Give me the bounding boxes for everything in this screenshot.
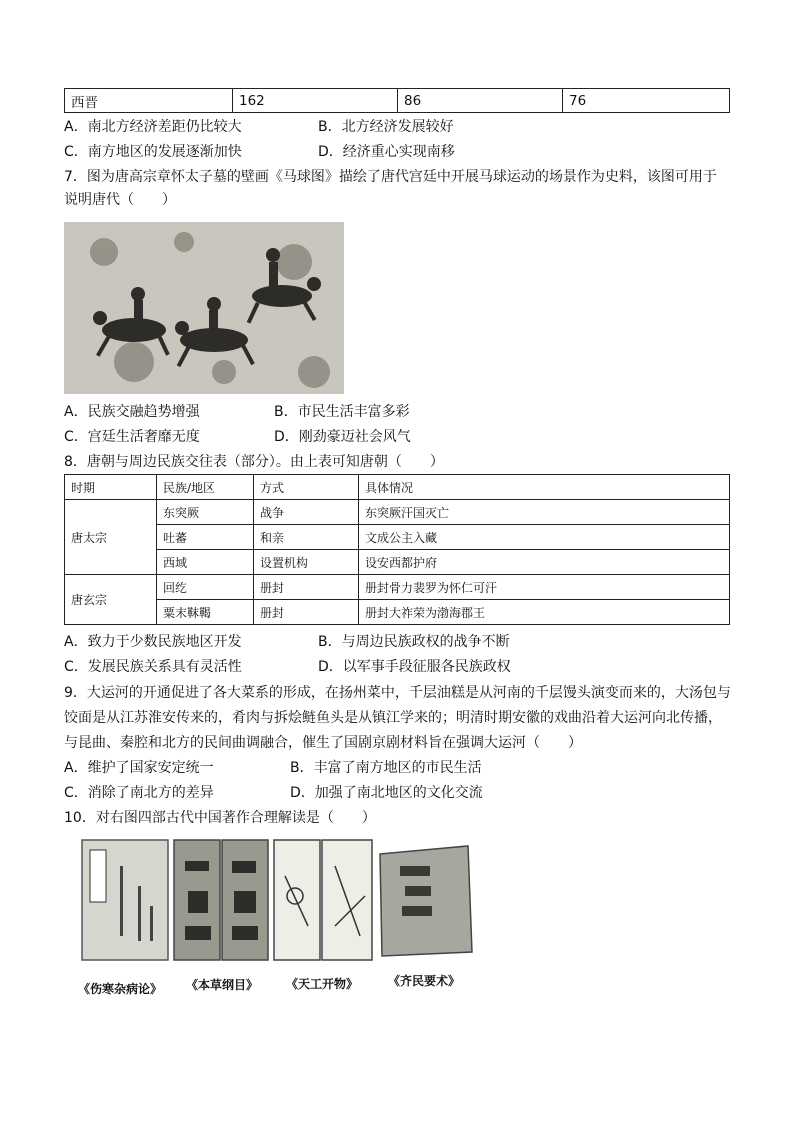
period-cell: 唐玄宗 — [65, 575, 157, 625]
caption-bencao: 《本草纲目》 — [186, 978, 259, 992]
table-cell: 西晋 — [65, 89, 233, 113]
table-cell: 76 — [563, 89, 730, 113]
table-row — [65, 575, 730, 600]
table-cell: 东突厥 — [157, 500, 254, 525]
period-cell: 唐太宗 — [65, 500, 157, 575]
table-header-cell: 具体情况 — [359, 475, 730, 500]
q9-option-d[interactable]: D．加强了南北地区的文化交流 — [290, 785, 483, 801]
table-cell: 册封大祚荣为渤海郡王 — [359, 600, 730, 625]
q7-option-c[interactable]: C．宫廷生活奢靡无度 — [64, 429, 200, 445]
q6-option-d[interactable]: D．经济重心实现南移 — [318, 144, 455, 160]
q8-stem: 8．唐朝与周边民族交往表（部分）。由上表可知唐朝（ ） — [64, 454, 444, 470]
q6-option-a[interactable]: A．南北方经济差距仍比较大 — [64, 119, 242, 135]
table-cell: 西域 — [157, 550, 254, 575]
table-cell: 册封 — [254, 575, 359, 600]
table-cell: 回纥 — [157, 575, 254, 600]
table-cell: 文成公主入藏 — [359, 525, 730, 550]
q9-stem-line2: 饺面是从江苏淮安传来的，肴肉与拆烩鲢鱼头是从镇江学来的；明清时期安徽的戏曲沿着大运河向北传播， — [64, 710, 722, 726]
q9-stem-line3: 与昆曲、秦腔和北方的民间曲调融合，催生了国剧京剧材料旨在强调大运河（ ） — [64, 735, 582, 751]
table-header-cell: 时期 — [65, 475, 157, 500]
table-cell: 和亲 — [254, 525, 359, 550]
caption-shanghan: 《伤寒杂病论》 — [78, 982, 163, 996]
q6-option-c[interactable]: C．南方地区的发展逐渐加快 — [64, 144, 242, 160]
q9-option-c[interactable]: C．消除了南北方的差异 — [64, 785, 214, 801]
q9-stem-line1: 9．大运河的开通促进了各大菜系的形成，在扬州菜中，千层油糕是从河南的千层馒头演变而来的，大汤包与 — [64, 685, 731, 701]
q6-data-table — [64, 88, 730, 113]
table-header-cell: 方式 — [254, 475, 359, 500]
q8-option-c[interactable]: C．发展民族关系具有灵活性 — [64, 659, 242, 675]
table-header-cell: 民族/地区 — [157, 475, 254, 500]
q8-relations-table — [64, 474, 730, 625]
caption-tiangong: 《天工开物》 — [286, 977, 359, 991]
table-cell: 粟末靺鞨 — [157, 600, 254, 625]
four-classics-image — [80, 836, 474, 962]
q8-option-d[interactable]: D．以军事手段征服各民族政权 — [318, 659, 511, 675]
table-row — [65, 525, 730, 550]
q7-option-a[interactable]: A．民族交融趋势增强 — [64, 404, 200, 420]
q10-stem: 10．对右图四部古代中国著作合理解读是（ ） — [64, 810, 376, 826]
table-row — [65, 600, 730, 625]
q8-option-b[interactable]: B．与周边民族政权的战争不断 — [318, 634, 510, 650]
q7-option-b[interactable]: B．市民生活丰富多彩 — [274, 404, 410, 420]
table-cell: 162 — [233, 89, 398, 113]
table-cell: 设置机构 — [254, 550, 359, 575]
table-header-row — [65, 475, 730, 500]
table-row — [65, 89, 730, 113]
q9-option-a[interactable]: A．维护了国家安定统一 — [64, 760, 214, 776]
q8-option-a[interactable]: A．致力于少数民族地区开发 — [64, 634, 242, 650]
caption-qimin: 《齐民要术》 — [388, 974, 461, 988]
table-cell: 设安西都护府 — [359, 550, 730, 575]
table-cell: 86 — [398, 89, 563, 113]
table-cell: 册封 — [254, 600, 359, 625]
q6-option-b[interactable]: B．北方经济发展较好 — [318, 119, 454, 135]
q7-stem-line2: 说明唐代（ ） — [64, 192, 176, 208]
table-row — [65, 550, 730, 575]
table-row — [65, 500, 730, 525]
q7-stem-line1: 7．图为唐高宗章怀太子墓的壁画《马球图》描绘了唐代宫廷中开展马球运动的场景作为史料，该图可用于 — [64, 169, 717, 185]
table-cell: 册封骨力裴罗为怀仁可汗 — [359, 575, 730, 600]
q7-option-d[interactable]: D．刚劲豪迈社会风气 — [274, 429, 411, 445]
table-cell: 东突厥汗国灭亡 — [359, 500, 730, 525]
polo-mural-image — [64, 222, 344, 394]
table-cell: 吐蕃 — [157, 525, 254, 550]
table-cell: 战争 — [254, 500, 359, 525]
q9-option-b[interactable]: B．丰富了南方地区的市民生活 — [290, 760, 482, 776]
